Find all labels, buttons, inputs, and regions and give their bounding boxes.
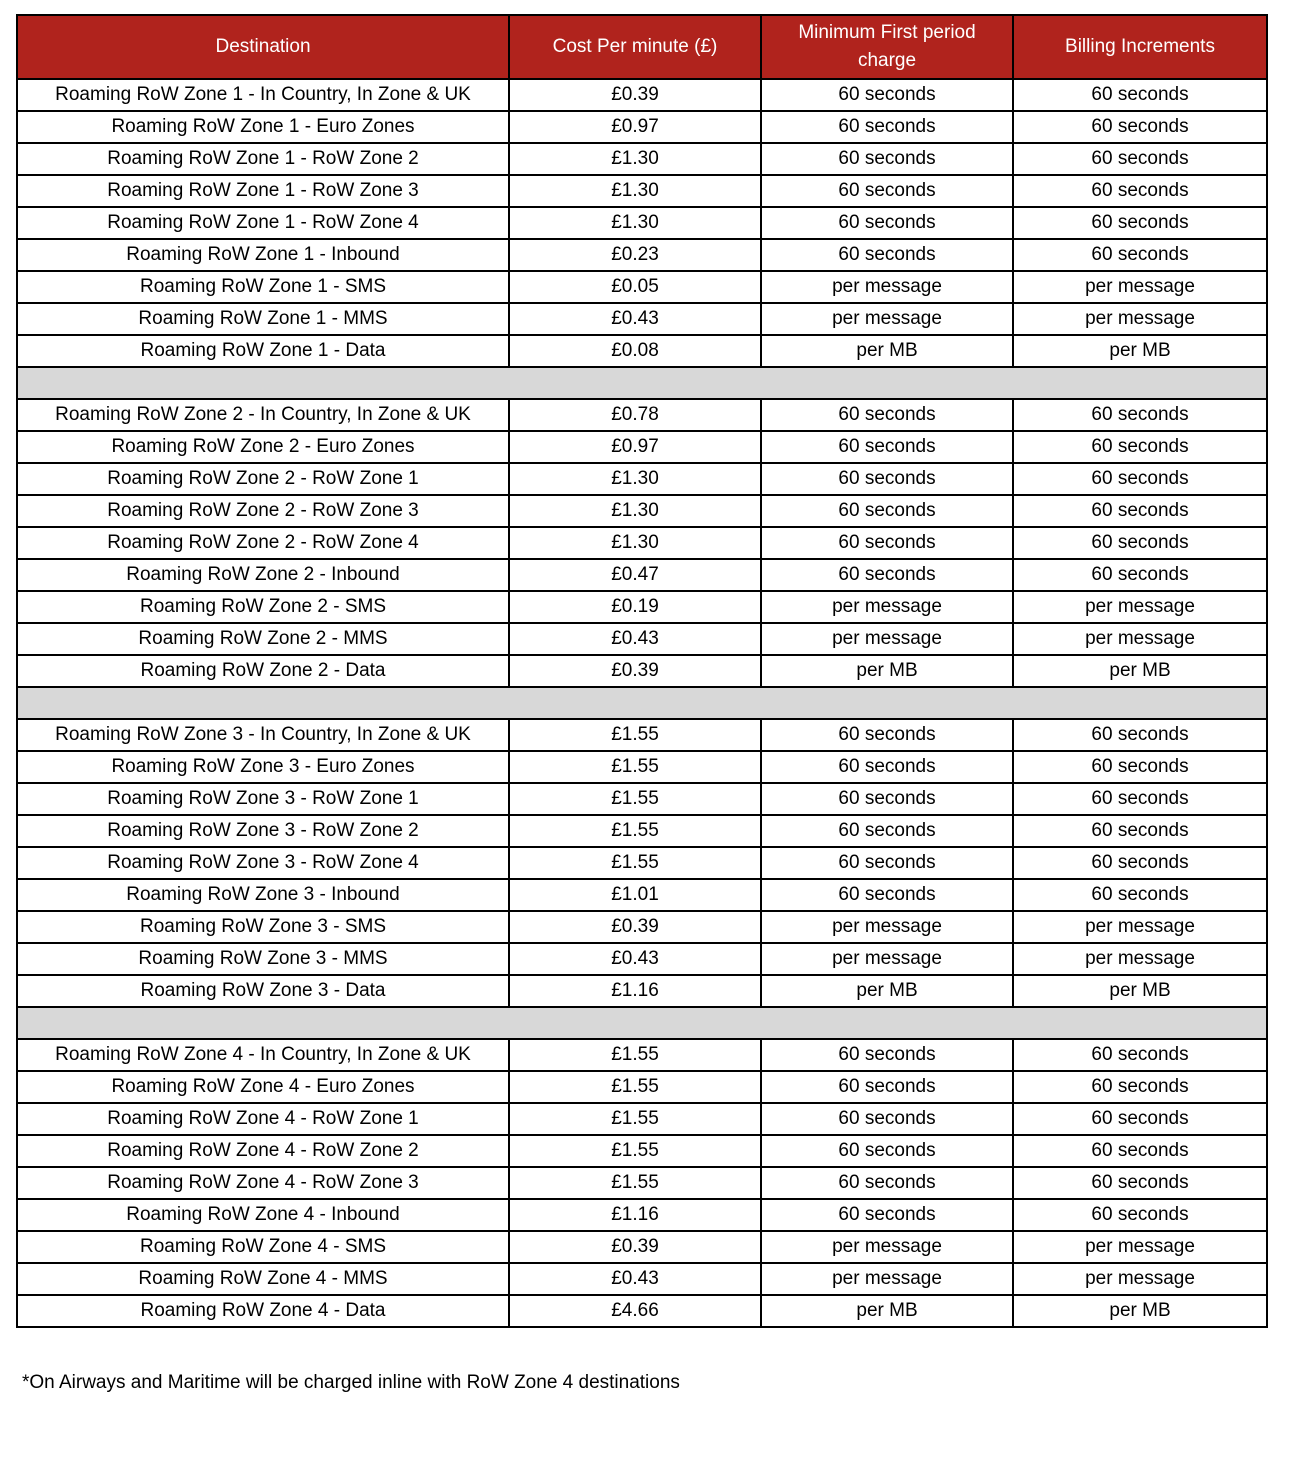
billing-increment-cell: 60 seconds bbox=[1013, 1039, 1267, 1071]
roaming-rates-table bbox=[16, 14, 1268, 1328]
billing-increment-cell: 60 seconds bbox=[1013, 1135, 1267, 1167]
billing-increment-cell: 60 seconds bbox=[1013, 1199, 1267, 1231]
cost-cell: £1.55 bbox=[509, 1103, 761, 1135]
minimum-first-charge-cell: per message bbox=[761, 1231, 1013, 1263]
destination-cell: Roaming RoW Zone 2 - SMS bbox=[17, 591, 509, 623]
table-row bbox=[17, 463, 1267, 495]
minimum-first-charge-cell: per message bbox=[761, 911, 1013, 943]
billing-increment-cell: 60 seconds bbox=[1013, 239, 1267, 271]
destination-cell: Roaming RoW Zone 4 - In Country, In Zone & UK bbox=[17, 1039, 509, 1071]
destination-cell: Roaming RoW Zone 4 - RoW Zone 2 bbox=[17, 1135, 509, 1167]
table-row bbox=[17, 271, 1267, 303]
billing-increment-cell: per message bbox=[1013, 1231, 1267, 1263]
minimum-first-charge-cell: 60 seconds bbox=[761, 1135, 1013, 1167]
table-body bbox=[17, 79, 1267, 1327]
minimum-first-charge-cell: 60 seconds bbox=[761, 111, 1013, 143]
header-destination: Destination bbox=[17, 15, 509, 79]
destination-cell: Roaming RoW Zone 2 - Euro Zones bbox=[17, 431, 509, 463]
cost-cell: £1.55 bbox=[509, 719, 761, 751]
destination-cell: Roaming RoW Zone 3 - RoW Zone 2 bbox=[17, 815, 509, 847]
cost-cell: £0.43 bbox=[509, 1263, 761, 1295]
cost-cell: £1.55 bbox=[509, 1167, 761, 1199]
table-header bbox=[17, 15, 1267, 79]
minimum-first-charge-cell: 60 seconds bbox=[761, 1103, 1013, 1135]
billing-increment-cell: per MB bbox=[1013, 975, 1267, 1007]
minimum-first-charge-cell: per message bbox=[761, 591, 1013, 623]
cost-cell: £1.30 bbox=[509, 527, 761, 559]
minimum-first-charge-cell: 60 seconds bbox=[761, 751, 1013, 783]
table-row bbox=[17, 751, 1267, 783]
cost-cell: £1.16 bbox=[509, 1199, 761, 1231]
minimum-first-charge-cell: per message bbox=[761, 943, 1013, 975]
minimum-first-charge-cell: per MB bbox=[761, 975, 1013, 1007]
destination-cell: Roaming RoW Zone 3 - Euro Zones bbox=[17, 751, 509, 783]
group-separator-cell bbox=[17, 1007, 1267, 1039]
destination-cell: Roaming RoW Zone 4 - RoW Zone 1 bbox=[17, 1103, 509, 1135]
billing-increment-cell: per message bbox=[1013, 943, 1267, 975]
cost-cell: £1.55 bbox=[509, 751, 761, 783]
minimum-first-charge-cell: per MB bbox=[761, 655, 1013, 687]
cost-cell: £1.55 bbox=[509, 783, 761, 815]
table-row bbox=[17, 239, 1267, 271]
billing-increment-cell: 60 seconds bbox=[1013, 879, 1267, 911]
minimum-first-charge-cell: 60 seconds bbox=[761, 1039, 1013, 1071]
table-row bbox=[17, 559, 1267, 591]
minimum-first-charge-cell: per message bbox=[761, 303, 1013, 335]
table-row bbox=[17, 815, 1267, 847]
destination-cell: Roaming RoW Zone 3 - RoW Zone 4 bbox=[17, 847, 509, 879]
billing-increment-cell: 60 seconds bbox=[1013, 783, 1267, 815]
billing-increment-cell: 60 seconds bbox=[1013, 111, 1267, 143]
destination-cell: Roaming RoW Zone 4 - Inbound bbox=[17, 1199, 509, 1231]
cost-cell: £1.30 bbox=[509, 207, 761, 239]
minimum-first-charge-cell: 60 seconds bbox=[761, 559, 1013, 591]
table-row bbox=[17, 1199, 1267, 1231]
minimum-first-charge-cell: 60 seconds bbox=[761, 207, 1013, 239]
destination-cell: Roaming RoW Zone 1 - Inbound bbox=[17, 239, 509, 271]
billing-increment-cell: per MB bbox=[1013, 655, 1267, 687]
cost-cell: £4.66 bbox=[509, 1295, 761, 1327]
billing-increment-cell: 60 seconds bbox=[1013, 1071, 1267, 1103]
cost-cell: £0.08 bbox=[509, 335, 761, 367]
table-row bbox=[17, 207, 1267, 239]
minimum-first-charge-cell: 60 seconds bbox=[761, 847, 1013, 879]
table-row bbox=[17, 1167, 1267, 1199]
billing-increment-cell: 60 seconds bbox=[1013, 399, 1267, 431]
footnote: *On Airways and Maritime will be charged inline with RoW Zone 4 destinations bbox=[22, 1372, 680, 1393]
table-row bbox=[17, 431, 1267, 463]
destination-cell: Roaming RoW Zone 1 - In Country, In Zone & UK bbox=[17, 79, 509, 111]
table-row bbox=[17, 1039, 1267, 1071]
cost-cell: £0.39 bbox=[509, 911, 761, 943]
billing-increment-cell: per MB bbox=[1013, 1295, 1267, 1327]
table-row bbox=[17, 719, 1267, 751]
group-separator-cell bbox=[17, 687, 1267, 719]
cost-cell: £1.16 bbox=[509, 975, 761, 1007]
billing-increment-cell: 60 seconds bbox=[1013, 1167, 1267, 1199]
minimum-first-charge-cell: 60 seconds bbox=[761, 399, 1013, 431]
table-row bbox=[17, 335, 1267, 367]
destination-cell: Roaming RoW Zone 3 - Inbound bbox=[17, 879, 509, 911]
destination-cell: Roaming RoW Zone 2 - MMS bbox=[17, 623, 509, 655]
billing-increment-cell: 60 seconds bbox=[1013, 175, 1267, 207]
billing-increment-cell: per message bbox=[1013, 591, 1267, 623]
billing-increment-cell: 60 seconds bbox=[1013, 815, 1267, 847]
cost-cell: £0.43 bbox=[509, 303, 761, 335]
minimum-first-charge-cell: 60 seconds bbox=[761, 1199, 1013, 1231]
header-cost-per-minute: Cost Per minute (£) bbox=[509, 15, 761, 79]
group-separator-row bbox=[17, 367, 1267, 399]
table-row bbox=[17, 1263, 1267, 1295]
minimum-first-charge-cell: 60 seconds bbox=[761, 79, 1013, 111]
cost-cell: £0.19 bbox=[509, 591, 761, 623]
minimum-first-charge-cell: 60 seconds bbox=[761, 719, 1013, 751]
billing-increment-cell: per message bbox=[1013, 303, 1267, 335]
destination-cell: Roaming RoW Zone 2 - Inbound bbox=[17, 559, 509, 591]
destination-cell: Roaming RoW Zone 3 - RoW Zone 1 bbox=[17, 783, 509, 815]
cost-cell: £0.39 bbox=[509, 1231, 761, 1263]
table-row bbox=[17, 527, 1267, 559]
table-row bbox=[17, 975, 1267, 1007]
billing-increment-cell: 60 seconds bbox=[1013, 79, 1267, 111]
cost-cell: £0.43 bbox=[509, 943, 761, 975]
table-row bbox=[17, 655, 1267, 687]
destination-cell: Roaming RoW Zone 1 - MMS bbox=[17, 303, 509, 335]
billing-increment-cell: 60 seconds bbox=[1013, 719, 1267, 751]
cost-cell: £0.47 bbox=[509, 559, 761, 591]
minimum-first-charge-cell: per message bbox=[761, 623, 1013, 655]
minimum-first-charge-cell: per MB bbox=[761, 335, 1013, 367]
table-row bbox=[17, 111, 1267, 143]
cost-cell: £0.78 bbox=[509, 399, 761, 431]
table-row bbox=[17, 623, 1267, 655]
minimum-first-charge-cell: per MB bbox=[761, 1295, 1013, 1327]
billing-increment-cell: 60 seconds bbox=[1013, 527, 1267, 559]
cost-cell: £1.30 bbox=[509, 175, 761, 207]
destination-cell: Roaming RoW Zone 3 - In Country, In Zone & UK bbox=[17, 719, 509, 751]
cost-cell: £1.30 bbox=[509, 143, 761, 175]
billing-increment-cell: 60 seconds bbox=[1013, 751, 1267, 783]
table-row bbox=[17, 495, 1267, 527]
cost-cell: £1.55 bbox=[509, 847, 761, 879]
minimum-first-charge-cell: 60 seconds bbox=[761, 783, 1013, 815]
destination-cell: Roaming RoW Zone 1 - RoW Zone 3 bbox=[17, 175, 509, 207]
table-row bbox=[17, 1231, 1267, 1263]
table-row bbox=[17, 399, 1267, 431]
cost-cell: £1.55 bbox=[509, 1135, 761, 1167]
table-row bbox=[17, 911, 1267, 943]
minimum-first-charge-cell: per message bbox=[761, 1263, 1013, 1295]
billing-increment-cell: 60 seconds bbox=[1013, 143, 1267, 175]
table-row bbox=[17, 79, 1267, 111]
minimum-first-charge-cell: 60 seconds bbox=[761, 815, 1013, 847]
minimum-first-charge-cell: 60 seconds bbox=[761, 495, 1013, 527]
minimum-first-charge-cell: 60 seconds bbox=[761, 431, 1013, 463]
cost-cell: £1.30 bbox=[509, 463, 761, 495]
cost-cell: £0.05 bbox=[509, 271, 761, 303]
table-row bbox=[17, 879, 1267, 911]
billing-increment-cell: per message bbox=[1013, 911, 1267, 943]
cost-cell: £0.97 bbox=[509, 111, 761, 143]
minimum-first-charge-cell: 60 seconds bbox=[761, 1167, 1013, 1199]
billing-increment-cell: 60 seconds bbox=[1013, 207, 1267, 239]
cost-cell: £1.55 bbox=[509, 1039, 761, 1071]
billing-increment-cell: 60 seconds bbox=[1013, 1103, 1267, 1135]
cost-cell: £0.97 bbox=[509, 431, 761, 463]
minimum-first-charge-cell: 60 seconds bbox=[761, 239, 1013, 271]
destination-cell: Roaming RoW Zone 1 - Data bbox=[17, 335, 509, 367]
table-row bbox=[17, 1103, 1267, 1135]
destination-cell: Roaming RoW Zone 1 - RoW Zone 4 bbox=[17, 207, 509, 239]
destination-cell: Roaming RoW Zone 3 - MMS bbox=[17, 943, 509, 975]
group-separator-row bbox=[17, 1007, 1267, 1039]
minimum-first-charge-cell: 60 seconds bbox=[761, 879, 1013, 911]
minimum-first-charge-cell: 60 seconds bbox=[761, 463, 1013, 495]
billing-increment-cell: 60 seconds bbox=[1013, 559, 1267, 591]
header-row bbox=[17, 15, 1267, 79]
billing-increment-cell: 60 seconds bbox=[1013, 431, 1267, 463]
minimum-first-charge-cell: 60 seconds bbox=[761, 1071, 1013, 1103]
destination-cell: Roaming RoW Zone 3 - SMS bbox=[17, 911, 509, 943]
destination-cell: Roaming RoW Zone 4 - MMS bbox=[17, 1263, 509, 1295]
cost-cell: £1.30 bbox=[509, 495, 761, 527]
table-row bbox=[17, 303, 1267, 335]
table-row bbox=[17, 1295, 1267, 1327]
billing-increment-cell: 60 seconds bbox=[1013, 463, 1267, 495]
destination-cell: Roaming RoW Zone 1 - RoW Zone 2 bbox=[17, 143, 509, 175]
table-row bbox=[17, 1135, 1267, 1167]
destination-cell: Roaming RoW Zone 2 - In Country, In Zone & UK bbox=[17, 399, 509, 431]
table-row bbox=[17, 1071, 1267, 1103]
table-row bbox=[17, 847, 1267, 879]
destination-cell: Roaming RoW Zone 4 - RoW Zone 3 bbox=[17, 1167, 509, 1199]
billing-increment-cell: per MB bbox=[1013, 335, 1267, 367]
destination-cell: Roaming RoW Zone 2 - RoW Zone 1 bbox=[17, 463, 509, 495]
minimum-first-charge-cell: 60 seconds bbox=[761, 527, 1013, 559]
cost-cell: £0.39 bbox=[509, 655, 761, 687]
table-row bbox=[17, 143, 1267, 175]
cost-cell: £1.55 bbox=[509, 1071, 761, 1103]
group-separator-row bbox=[17, 687, 1267, 719]
cost-cell: £1.01 bbox=[509, 879, 761, 911]
destination-cell: Roaming RoW Zone 4 - Data bbox=[17, 1295, 509, 1327]
cost-cell: £0.39 bbox=[509, 79, 761, 111]
destination-cell: Roaming RoW Zone 3 - Data bbox=[17, 975, 509, 1007]
table-row bbox=[17, 591, 1267, 623]
billing-increment-cell: 60 seconds bbox=[1013, 495, 1267, 527]
header-billing-increments: Billing Increments bbox=[1013, 15, 1267, 79]
cost-cell: £0.23 bbox=[509, 239, 761, 271]
table-row bbox=[17, 943, 1267, 975]
table-row bbox=[17, 175, 1267, 207]
header-minimum-first-period-charge: Minimum First period charge bbox=[761, 15, 1013, 79]
billing-increment-cell: per message bbox=[1013, 623, 1267, 655]
cost-cell: £1.55 bbox=[509, 815, 761, 847]
group-separator-cell bbox=[17, 367, 1267, 399]
billing-increment-cell: 60 seconds bbox=[1013, 847, 1267, 879]
minimum-first-charge-cell: per message bbox=[761, 271, 1013, 303]
table-row bbox=[17, 783, 1267, 815]
destination-cell: Roaming RoW Zone 4 - SMS bbox=[17, 1231, 509, 1263]
destination-cell: Roaming RoW Zone 2 - RoW Zone 3 bbox=[17, 495, 509, 527]
cost-cell: £0.43 bbox=[509, 623, 761, 655]
billing-increment-cell: per message bbox=[1013, 271, 1267, 303]
destination-cell: Roaming RoW Zone 1 - SMS bbox=[17, 271, 509, 303]
minimum-first-charge-cell: 60 seconds bbox=[761, 143, 1013, 175]
billing-increment-cell: per message bbox=[1013, 1263, 1267, 1295]
destination-cell: Roaming RoW Zone 2 - Data bbox=[17, 655, 509, 687]
destination-cell: Roaming RoW Zone 4 - Euro Zones bbox=[17, 1071, 509, 1103]
destination-cell: Roaming RoW Zone 2 - RoW Zone 4 bbox=[17, 527, 509, 559]
minimum-first-charge-cell: 60 seconds bbox=[761, 175, 1013, 207]
destination-cell: Roaming RoW Zone 1 - Euro Zones bbox=[17, 111, 509, 143]
